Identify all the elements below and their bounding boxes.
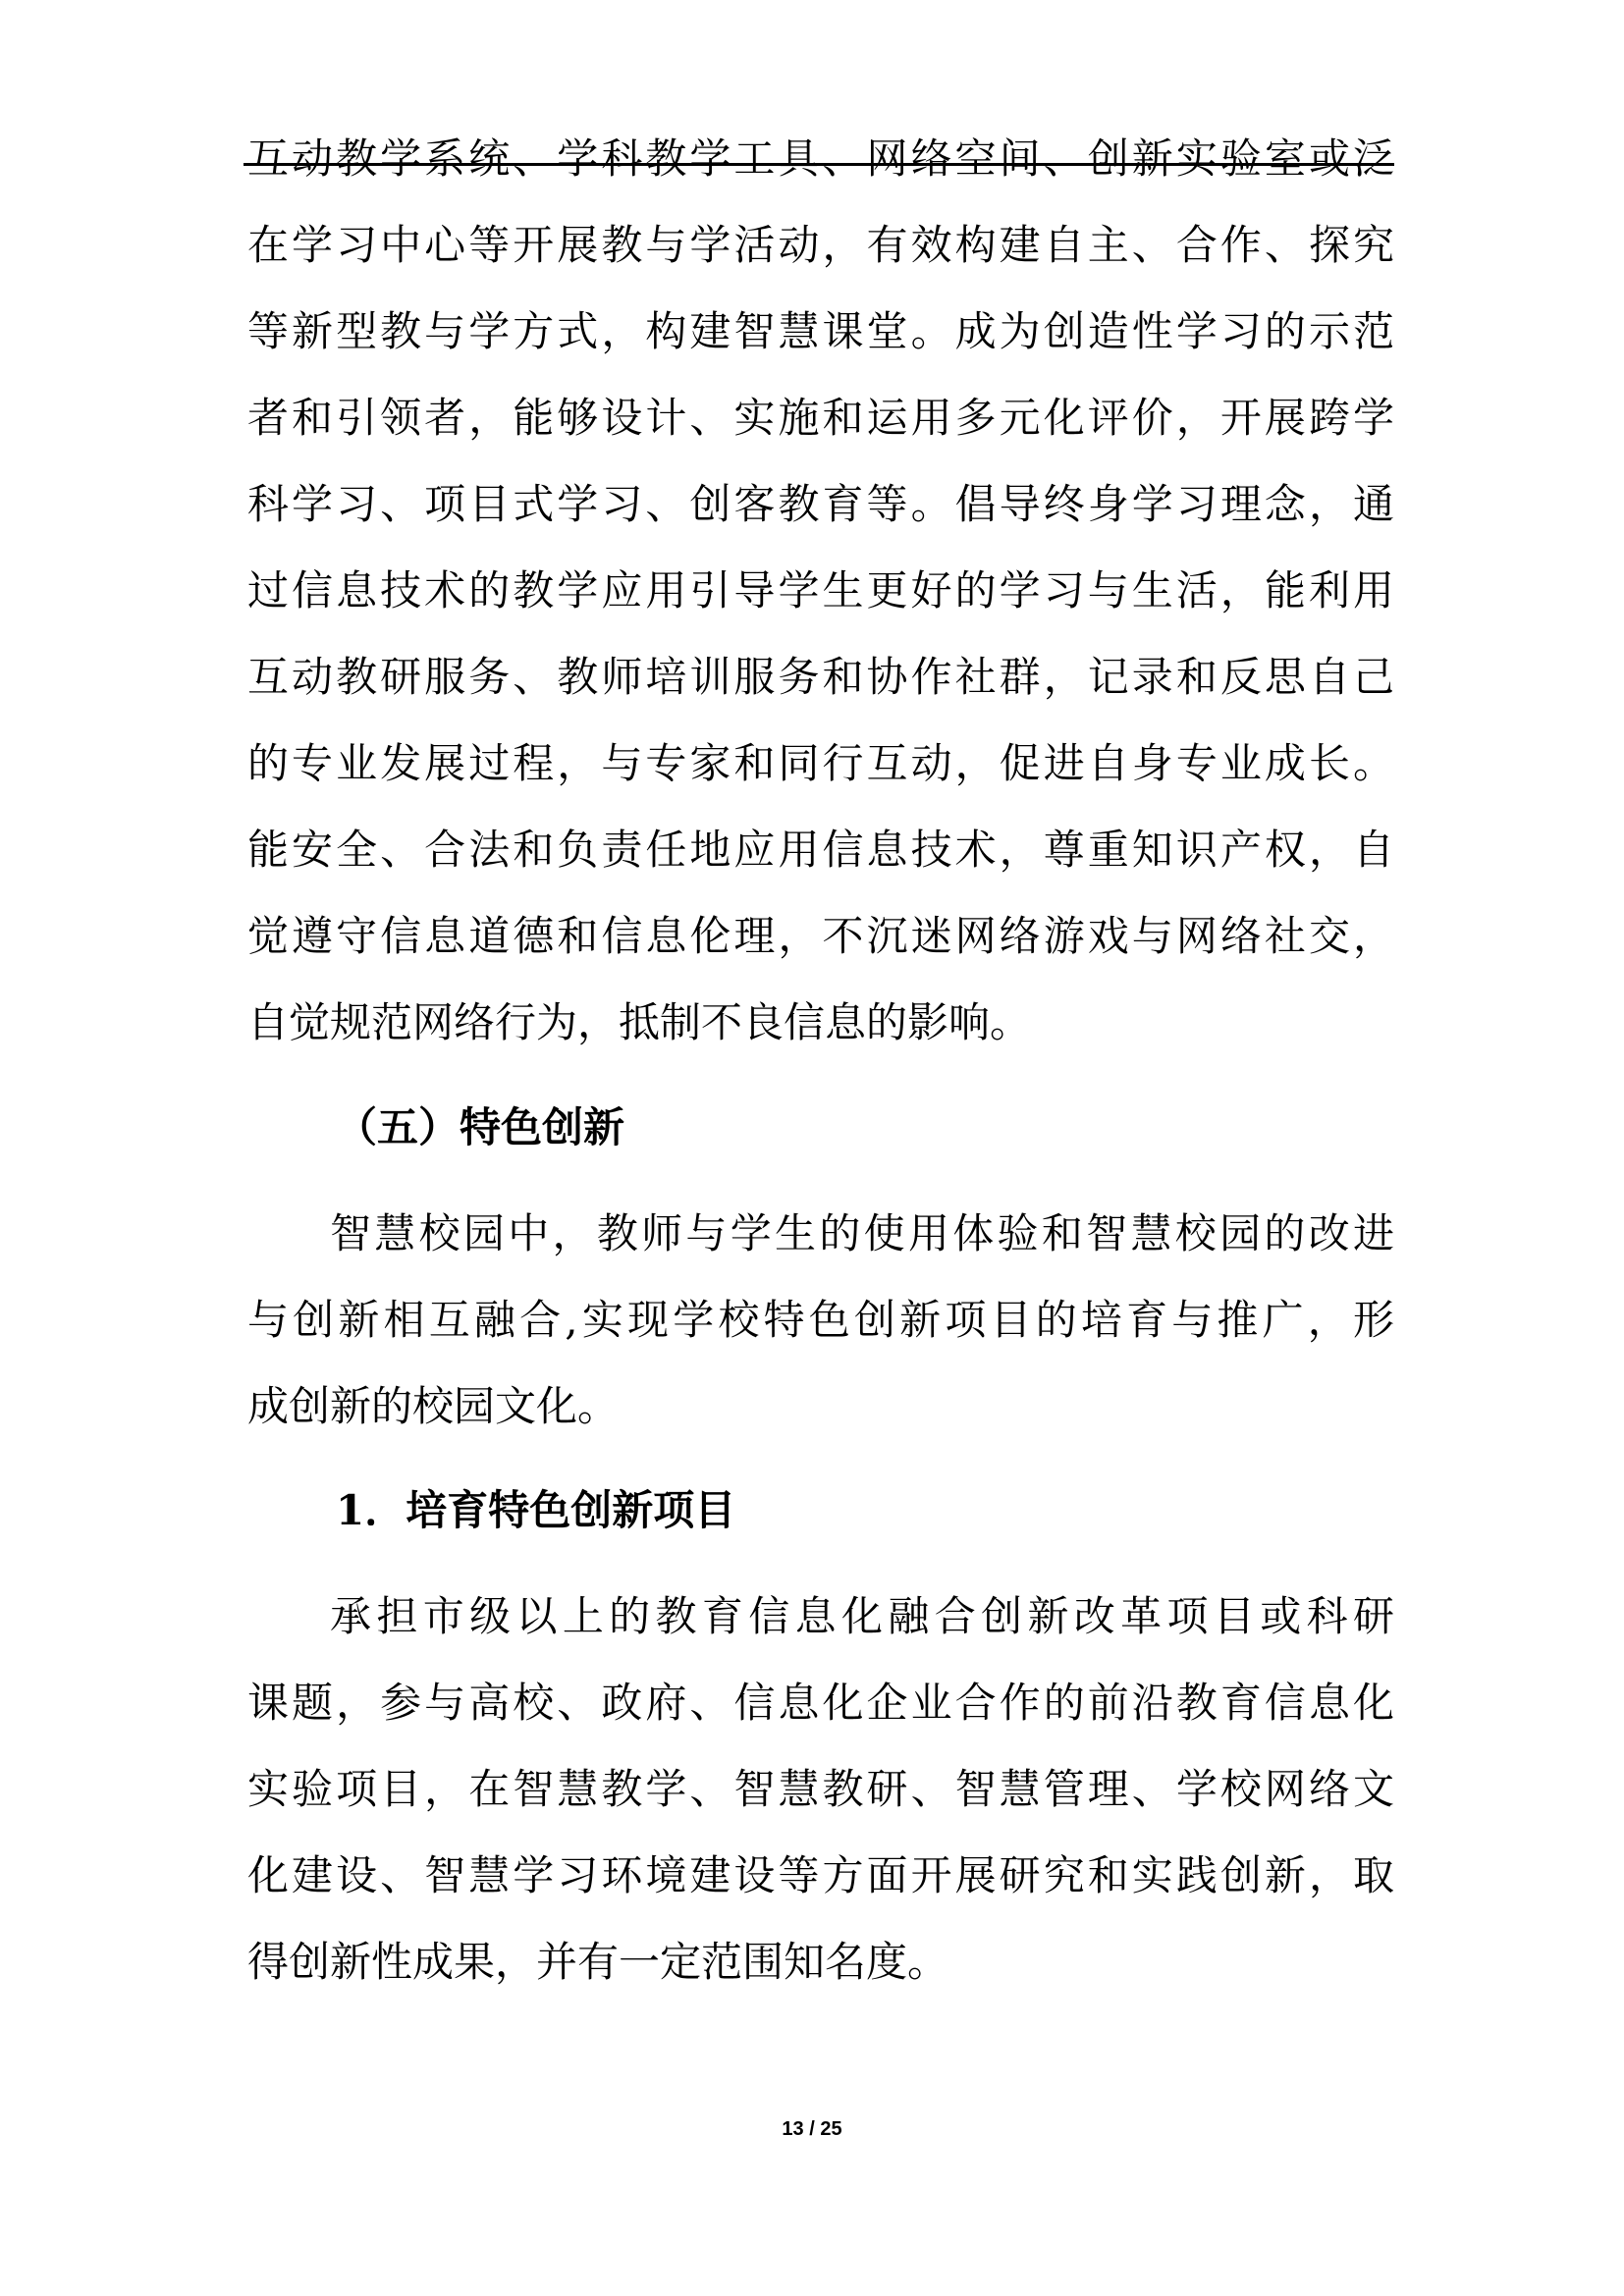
paragraph-line: 与创新相互融合,实现学校特色创新项目的培育与推广，形: [247, 1296, 1394, 1344]
paragraph-line: 自觉规范网络行为，抵制不良信息的影响。: [247, 998, 1032, 1046]
subsection-heading: 1．培育特色创新项目: [336, 1486, 736, 1534]
paragraph-line: 觉遵守信息道德和信息伦理，不沉迷网络游戏与网络社交，: [247, 912, 1394, 960]
paragraph-line: 能安全、合法和负责任地应用信息技术，尊重知识产权，自: [247, 826, 1394, 874]
page-number: 13 / 25: [782, 2118, 842, 2140]
paragraph-line: 承担市级以上的教育信息化融合创新改革项目或科研: [330, 1592, 1394, 1640]
paragraph-line: 成创新的校园文化。: [247, 1382, 620, 1430]
paragraph-line: 智慧校园中，教师与学生的使用体验和智慧校园的改进: [330, 1209, 1394, 1257]
paragraph-line: 的专业发展过程，与专家和同行互动，促进自身专业成长。: [247, 739, 1394, 787]
paragraph-line: 者和引领者，能够设计、实施和运用多元化评价，开展跨学: [247, 394, 1394, 442]
paragraph-line: 实验项目，在智慧教学、智慧教研、智慧管理、学校网络文: [247, 1765, 1394, 1813]
paragraph-line: 在学习中心等开展教与学活动，有效构建自主、合作、探究: [247, 221, 1394, 269]
section-heading: （五）特色创新: [336, 1103, 625, 1151]
paragraph-line: 等新型教与学方式，构建智慧课堂。成为创造性学习的示范: [247, 307, 1394, 355]
paragraph-line: 课题，参与高校、政府、信息化企业合作的前沿教育信息化: [247, 1679, 1394, 1727]
paragraph-line: 互动教研服务、教师培训服务和协作社群，记录和反思自己: [247, 653, 1394, 701]
paragraph-line: 化建设、智慧学习环境建设等方面开展研究和实践创新，取: [247, 1851, 1394, 1899]
paragraph-line: 得创新性成果，并有一定范围知名度。: [247, 1938, 949, 1986]
paragraph-line: 过信息技术的教学应用引导学生更好的学习与生活，能利用: [247, 566, 1394, 614]
paragraph-line: 科学习、项目式学习、创客教育等。倡导终身学习理念，通: [247, 480, 1394, 528]
paragraph-line: 互动教学系统、学科教学工具、网络空间、创新实验室或泛: [247, 134, 1394, 183]
